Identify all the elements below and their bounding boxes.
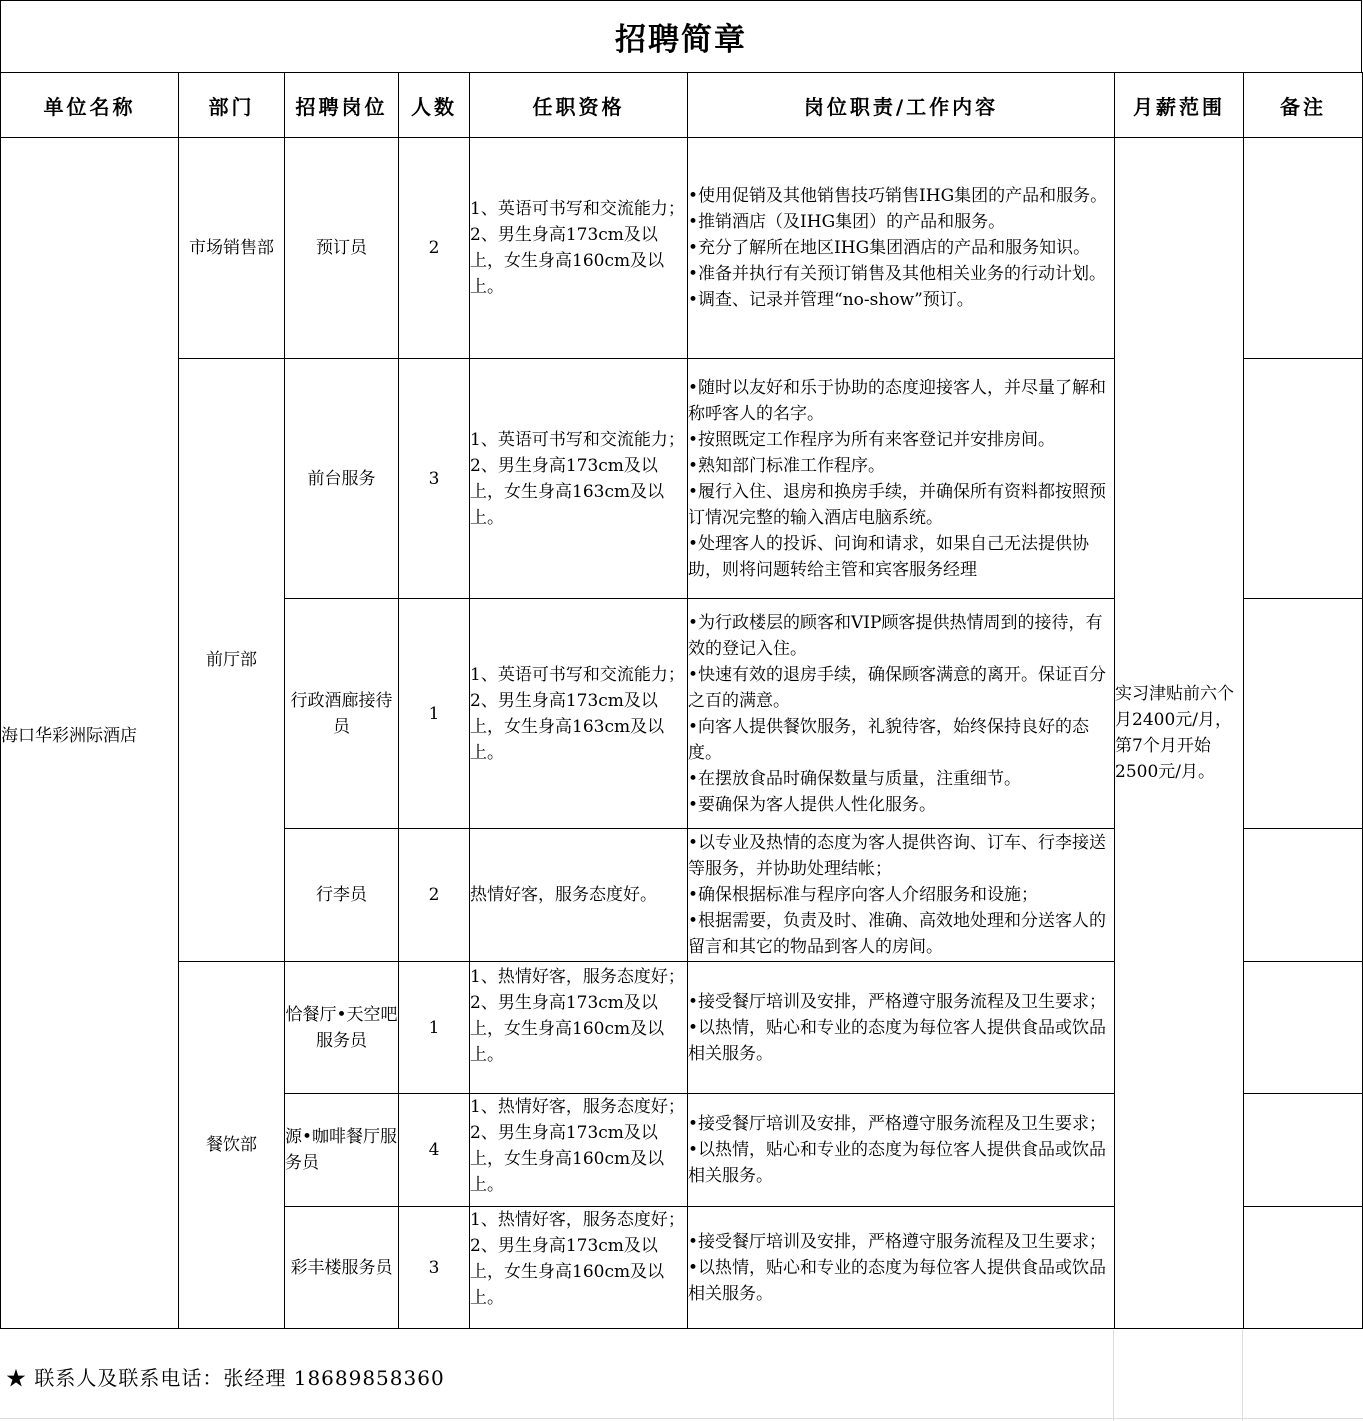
duty-item: •履行入住、退房和换房手续，并确保所有资料都按照预订情况完整的输入酒店电脑系统。 bbox=[688, 481, 1107, 528]
count-cell: 1 bbox=[399, 962, 470, 1094]
gridline bbox=[1242, 1330, 1243, 1421]
duty-item: •在摆放食品时确保数量与质量，注重细节。 bbox=[688, 768, 1022, 789]
org-name-cell: 海口华彩洲际酒店 bbox=[1, 138, 179, 1329]
duty-item: •根据需要，负责及时、准确、高效地处理和分送客人的留言和其它的物品到客人的房间。 bbox=[688, 911, 1107, 957]
header-position: 招聘岗位 bbox=[285, 73, 399, 138]
contact-footer: ★ 联系人及联系电话：张经理 18689858360 bbox=[6, 1366, 445, 1390]
qualification-text: 热情好客，服务态度好。 bbox=[470, 885, 657, 905]
header-duties: 岗位职责/工作内容 bbox=[688, 73, 1115, 138]
qualification-text: 1、热情好客，服务态度好； 2、男生身高173cm及以上，女生身高160cm及以上。 bbox=[470, 1210, 685, 1308]
dept-sales-cell: 市场销售部 bbox=[179, 138, 285, 359]
duty-item: •随时以友好和乐于协助的态度迎接客人，并尽量了解和称呼客人的名字。 bbox=[688, 377, 1107, 424]
duty-item: •以热情，贴心和专业的态度为每位客人提供食品或饮品相关服务。 bbox=[688, 1017, 1107, 1064]
count-cell: 4 bbox=[399, 1094, 470, 1207]
qualification-cell bbox=[470, 138, 688, 359]
position-cell: 行政酒廊接待员 bbox=[285, 599, 399, 829]
duty-item: •要确保为客人提供人性化服务。 bbox=[688, 794, 937, 815]
remarks-cell bbox=[1244, 1207, 1363, 1329]
duty-item: •熟知部门标准工作程序。 bbox=[688, 455, 886, 476]
duty-item: •使用促销及其他销售技巧销售IHG集团的产品和服务。 bbox=[688, 186, 1108, 206]
position-cell: 恰餐厅•天空吧服务员 bbox=[285, 962, 399, 1094]
duty-item: •快速有效的退房手续，确保顾客满意的离开。保证百分之百的满意。 bbox=[688, 664, 1107, 711]
count-cell: 1 bbox=[399, 599, 470, 829]
header-salary: 月薪范围 bbox=[1115, 73, 1244, 138]
qualification-cell bbox=[470, 1207, 688, 1329]
header-remarks: 备注 bbox=[1244, 73, 1363, 138]
remarks-cell bbox=[1244, 138, 1363, 359]
duty-item: •准备并执行有关预订销售及其他相关业务的行动计划。 bbox=[688, 264, 1107, 284]
qualification-text: 1、英语可书写和交流能力； 2、男生身高173cm及以上，女生身高163cm及以上。 bbox=[470, 429, 685, 528]
duty-item: •按照既定工作程序为所有来客登记并安排房间。 bbox=[688, 429, 1056, 450]
duty-item: •推销酒店（及IHG集团）的产品和服务。 bbox=[688, 212, 1006, 232]
header-row bbox=[1, 73, 1363, 138]
qualification-cell bbox=[470, 359, 688, 599]
duty-item: •为行政楼层的顾客和VIP顾客提供热情周到的接待，有效的登记入住。 bbox=[688, 612, 1103, 659]
qualification-text: 1、英语可书写和交流能力； 2、男生身高173cm及以上，女生身高163cm及以上。 bbox=[470, 664, 685, 763]
count-cell: 3 bbox=[399, 359, 470, 599]
duty-item: •接受餐厅培训及安排，严格遵守服务流程及卫生要求； bbox=[688, 1231, 1107, 1252]
qualification-cell bbox=[470, 829, 688, 962]
qualification-cell bbox=[470, 962, 688, 1094]
duty-item: •以热情，贴心和专业的态度为每位客人提供食品或饮品相关服务。 bbox=[688, 1257, 1107, 1304]
duties-cell bbox=[688, 599, 1115, 829]
duty-item: •接受餐厅培训及安排，严格遵守服务流程及卫生要求； bbox=[688, 991, 1107, 1012]
duties-cell bbox=[688, 1094, 1115, 1207]
header-count: 人数 bbox=[399, 73, 470, 138]
duty-item: •调查、记录并管理“no-show”预订。 bbox=[688, 290, 974, 310]
qualification-cell bbox=[470, 599, 688, 829]
duty-item: •以专业及热情的态度为客人提供咨询、订车、行李接送等服务，并协助处理结帐； bbox=[688, 833, 1107, 879]
duty-item: •以热情，贴心和专业的态度为每位客人提供食品或饮品相关服务。 bbox=[688, 1140, 1107, 1186]
position-cell: 预订员 bbox=[285, 138, 399, 359]
remarks-cell bbox=[1244, 359, 1363, 599]
duty-item: •向客人提供餐饮服务，礼貌待客，始终保持良好的态度。 bbox=[688, 716, 1090, 763]
recruitment-table bbox=[0, 72, 1363, 1329]
duty-item: •确保根据标准与程序向客人介绍服务和设施； bbox=[688, 885, 1039, 905]
qualification-text: 1、热情好客，服务态度好； 2、男生身高173cm及以上，女生身高160cm及以上。 bbox=[470, 966, 685, 1065]
qualification-cell bbox=[470, 1094, 688, 1207]
remarks-cell bbox=[1244, 1094, 1363, 1207]
duties-cell bbox=[688, 829, 1115, 962]
header-qualification: 任职资格 bbox=[470, 73, 688, 138]
duty-item: •接受餐厅培训及安排，严格遵守服务流程及卫生要求； bbox=[688, 1114, 1107, 1134]
duties-cell bbox=[688, 1207, 1115, 1329]
position-cell: 源•咖啡餐厅服务员 bbox=[285, 1094, 399, 1207]
duties-cell bbox=[688, 359, 1115, 599]
position-cell: 行李员 bbox=[285, 829, 399, 962]
page-title: 招聘简章 bbox=[0, 0, 1362, 73]
salary-cell: 实习津贴前六个月2400元/月，第7个月开始2500元/月。 bbox=[1115, 138, 1244, 1329]
count-cell: 2 bbox=[399, 829, 470, 962]
qualification-text: 1、热情好客，服务态度好； 2、男生身高173cm及以上，女生身高160cm及以上。 bbox=[470, 1097, 685, 1195]
position-cell: 彩丰楼服务员 bbox=[285, 1207, 399, 1329]
dept-front-cell: 前厅部 bbox=[179, 359, 285, 962]
qualification-text: 1、英语可书写和交流能力； 2、男生身高173cm及以上，女生身高160cm及以上。 bbox=[470, 199, 685, 297]
header-dept: 部门 bbox=[179, 73, 285, 138]
duties-cell bbox=[688, 962, 1115, 1094]
position-cell: 前台服务 bbox=[285, 359, 399, 599]
count-cell: 2 bbox=[399, 138, 470, 359]
dept-fnb-cell: 餐饮部 bbox=[179, 962, 285, 1329]
table-row bbox=[1, 138, 1363, 359]
gridline bbox=[0, 1418, 1363, 1419]
gridline bbox=[1113, 1330, 1114, 1421]
remarks-cell bbox=[1244, 829, 1363, 962]
count-cell: 3 bbox=[399, 1207, 470, 1329]
duty-item: •处理客人的投诉、问询和请求，如果自己无法提供协助，则将问题转给主管和宾客服务经理 bbox=[688, 533, 1090, 580]
remarks-cell bbox=[1244, 599, 1363, 829]
remarks-cell bbox=[1244, 962, 1363, 1094]
duty-item: •充分了解所在地区IHG集团酒店的产品和服务知识。 bbox=[688, 238, 1091, 258]
duties-cell bbox=[688, 138, 1115, 359]
header-org: 单位名称 bbox=[1, 73, 179, 138]
